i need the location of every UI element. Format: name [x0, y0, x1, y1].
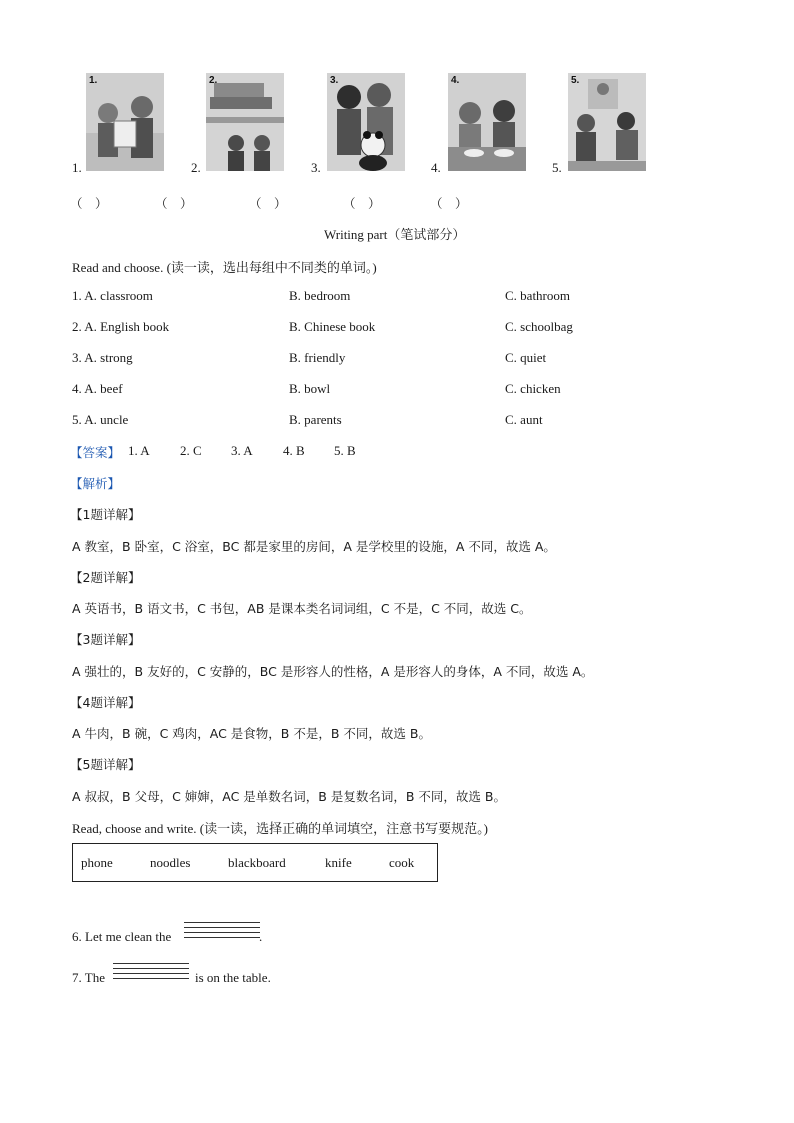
option-c: C. quiet [505, 350, 547, 365]
word-bank-item: phone [81, 855, 113, 870]
picture-number: 5. [571, 75, 580, 86]
girls-with-panda-icon [327, 73, 405, 171]
answer-tag: 【答案】 [70, 445, 121, 460]
q7-text: 7. The [72, 970, 105, 985]
detail-tag-4: 【4题详解】 [70, 695, 141, 710]
picture-number: 4. [451, 75, 460, 86]
picture-label-1: 1. [72, 160, 82, 175]
answer-item: 5. B [334, 443, 356, 458]
word-bank-item: noodles [150, 855, 191, 870]
detail-tag-3: 【3题详解】 [70, 632, 141, 647]
q6-text: 6. Let me clean the [72, 929, 172, 944]
q6-answer-blank[interactable] [184, 922, 260, 934]
detail-text-5: A 叔叔，B 父母，C 婶婶，AC 是单数名词，B 是复数名词，B 不同，故选 B。 [72, 789, 506, 804]
analysis-tag: 【解析】 [70, 476, 121, 491]
option-c: C. aunt [505, 412, 543, 427]
picture-number: 3. [330, 75, 339, 86]
word-bank-item: blackboard [228, 855, 286, 870]
option-a: 4. A. beef [72, 381, 123, 396]
picture-label-3: 3. [311, 160, 321, 175]
answer-item: 4. B [283, 443, 305, 458]
option-a: 1. A. classroom [72, 288, 153, 303]
picture-number: 2. [209, 75, 218, 86]
word-bank-item: knife [325, 855, 352, 870]
living-room-icon [206, 73, 284, 171]
picture-4 [448, 73, 526, 171]
picture-3 [327, 73, 405, 171]
detail-text-2: A 英语书，B 语文书，C 书包，AB 是课本类名词词组，C 不是，C 不同，故选 C。 [72, 601, 532, 616]
answer-paren-4: （ ） [343, 196, 381, 211]
answer-paren-5: （ ） [430, 196, 468, 211]
detail-text-3: A 强壮的，B 友好的，C 安静的，BC 是形容人的性格，A 是形容人的身体，A 不同，故选 A。 [72, 664, 594, 679]
option-a: 2. A. English book [72, 319, 170, 334]
option-b: B. bedroom [289, 288, 351, 303]
kids-eating-icon [448, 73, 526, 171]
q6-period: . [259, 929, 263, 944]
picture-label-5: 5. [552, 160, 562, 175]
option-c: C. chicken [505, 381, 561, 396]
option-c: C. bathroom [505, 288, 570, 303]
option-c: C. schoolbag [505, 319, 573, 334]
detail-tag-1: 【1题详解】 [70, 507, 141, 522]
q7-answer-blank[interactable] [113, 963, 189, 975]
option-b: B. friendly [289, 350, 346, 365]
kids-reading-icon [86, 73, 164, 171]
detail-tag-5: 【5题详解】 [70, 757, 141, 772]
option-b: B. parents [289, 412, 342, 427]
answer-item: 2. C [180, 443, 202, 458]
word-bank [72, 843, 438, 882]
option-a: 5. A. uncle [72, 412, 129, 427]
picture-number: 1. [89, 75, 98, 86]
picture-label-2: 2. [191, 160, 201, 175]
detail-tag-2: 【2题详解】 [70, 570, 141, 585]
option-b: B. bowl [289, 381, 331, 396]
option-b: B. Chinese book [289, 319, 376, 334]
answer-item: 1. A [128, 443, 150, 458]
part2-instruction: Read, choose and write. (读一读，选择正确的单词填空，注意书写要规范。) [72, 821, 488, 836]
word-bank-item: cook [389, 855, 415, 870]
picture-1 [86, 73, 164, 171]
detail-text-4: A 牛肉，B 碗，C 鸡肉，AC 是食物，B 不是，B 不同，故选 B。 [72, 726, 431, 741]
picture-label-4: 4. [431, 160, 441, 175]
detail-text-1: A 教室，B 卧室，C 浴室，BC 都是家里的房间，A 是学校里的设施，A 不同，故选 A。 [72, 539, 556, 554]
option-a: 3. A. strong [72, 350, 133, 365]
answer-paren-3: （ ） [249, 196, 287, 211]
part1-instruction: Read and choose. (读一读，选出每组中不同类的单词。) [72, 260, 377, 275]
kids-playing-icon [568, 73, 646, 171]
answer-item: 3. A [231, 443, 253, 458]
q7-text-after: is on the table. [195, 970, 271, 985]
picture-2 [206, 73, 284, 171]
answer-paren-1: （ ） [70, 196, 108, 211]
answer-paren-2: （ ） [155, 196, 193, 211]
section-title: Writing part（笔试部分） [324, 227, 466, 242]
picture-5 [568, 73, 646, 171]
